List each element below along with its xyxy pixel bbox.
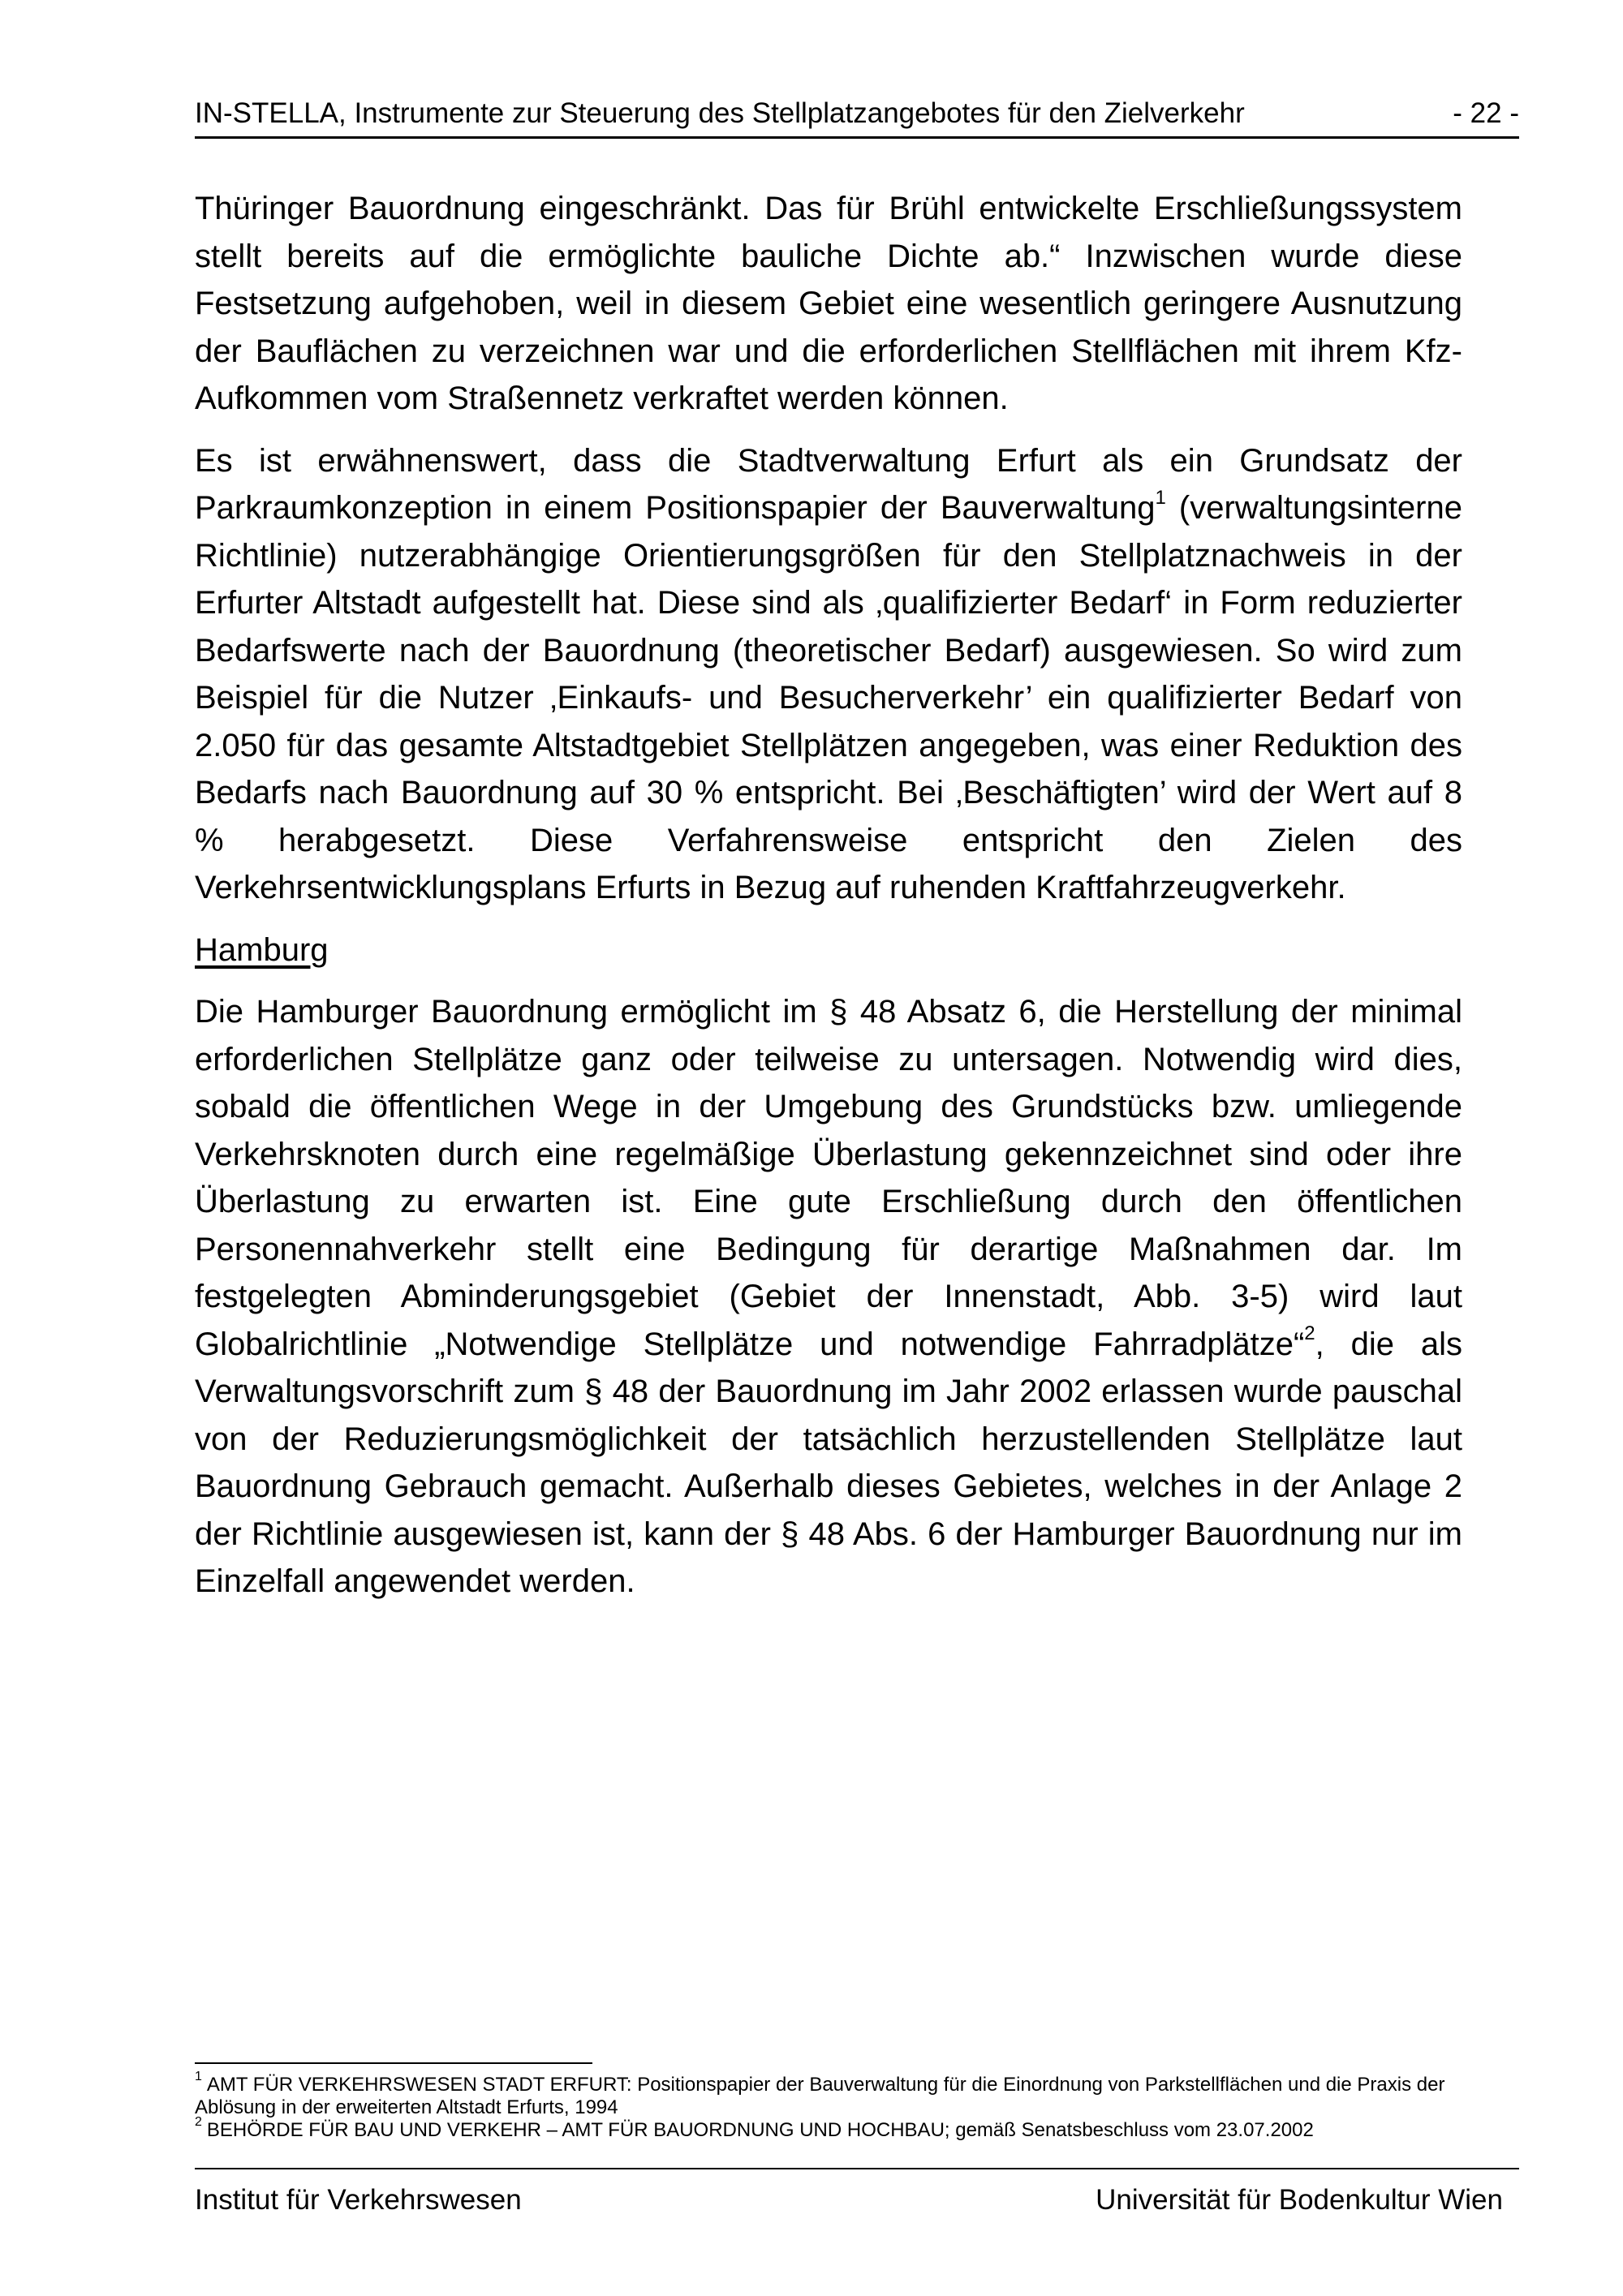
footnote bbox=[195, 2115, 1526, 2142]
footnote-number: 1 bbox=[195, 2070, 202, 2083]
section-heading: Hamburg bbox=[195, 931, 329, 968]
footnote-divider bbox=[195, 2062, 592, 2064]
footer-university: Universität für Bodenkultur Wien bbox=[1096, 2184, 1503, 2216]
paragraph-text: , die als Verwaltungsvorschrift zum § 48 der Bauordnung im Jahr 2002 erlassen wurde pauschal von der Reduzierungsmöglichkeit der tatsächlich herzustellenden Stellplätze laut Bauordnung Gebrauch gemacht. Außerhalb dieses Gebietes, welches in der Anlage 2 der Richtlinie ausgewiesen ist, kann der § 48 Abs. 6 der Hamburger Bauordnung nur im Einzelfall angewendet werden. bbox=[195, 1326, 1463, 1599]
page-header bbox=[195, 91, 1519, 139]
paragraph bbox=[195, 185, 1462, 423]
footnotes bbox=[195, 2070, 1526, 2142]
paragraph-text: (verwaltungsinterne Richtlinie) nutzerabhängige Orientierungsgrößen für den Stellplatznachweis in der Erfurter Altstadt aufgestellt hat. Diese sind als ‚qualifizierter Bedarf‘ in Form reduzierter Bedarfswerte nach der Bauordnung (theoretischer Bedarf) ausgewiesen. So wird zum Beispiel für die Nutzer ‚Einkaufs- und Besucherverkehr’ ein qualifizierter Bedarf von 2.050 für das gesamte Altstadtgebiet Stellplätzen angegeben, was einer Reduktion des Bedarfs nach Bauordnung auf 30 % entspricht. Bei ‚Beschäftigten’ wird der Wert auf 8 % herabgesetzt. Diese Verfahrensweise entspricht den Zielen des Verkehrsentwicklungsplans Erfurts in Bezug auf ruhenden Kraftfahrzeugverkehr. bbox=[195, 490, 1462, 905]
paragraph-text: Es ist erwähnenswert, dass die Stadtverwaltung Erfurt als ein Grundsatz der Parkraumkonzeption in einem Positionspapier der Bauverwaltung bbox=[195, 442, 1462, 526]
paragraph bbox=[195, 437, 1462, 912]
paragraph-text: Die Hamburger Bauordnung ermöglicht im § 48 Absatz 6, die Herstellung der minimal erforderlichen Stellplätze ganz oder teilweise zu untersagen. Notwendig wird dies, sobald die öffentlichen Wege in der Umgebung des Grundstücks bzw. umliegende Verkehrsknoten durch eine regelmäßige Überlastung gekennzeichnet sind oder ihre Überlastung zu erwarten ist. Eine gute Erschließung durch den öffentlichen Personennahverkehr stellt eine Bedingung für derartige Maßnahmen dar. Im festgelegten Abminderungsgebiet (Gebiet der Innenstadt, Abb. 3-5) wird laut Globalrichtlinie „Notwendige Stellplätze und notwendige Fahrradplätze“ bbox=[195, 994, 1462, 1362]
footnote-reference[interactable]: 2 bbox=[1304, 1322, 1315, 1345]
page-footer bbox=[195, 2168, 1519, 2218]
page-number: - 22 - bbox=[1453, 97, 1519, 129]
footnote-reference[interactable]: 1 bbox=[1155, 486, 1166, 509]
paragraph bbox=[195, 988, 1462, 1606]
header-title: IN-STELLA, Instrumente zur Steuerung des Stellplatzangebotes für den Zielverkehr bbox=[195, 97, 1245, 129]
footnote-number: 2 bbox=[195, 2115, 202, 2129]
footnote-text: AMT FÜR VERKEHRSWESEN STADT ERFURT: Positionspapier der Bauverwaltung für die Einordnung von Parkstellflächen und die Praxis der Ablösung in der erweiterten Altstadt Erfurts, 1994 bbox=[195, 2074, 1445, 2118]
footnote-text: BEHÖRDE FÜR BAU UND VERKEHR – AMT FÜR BAUORDNUNG UND HOCHBAU; gemäß Senatsbeschluss vom 23.07.2002 bbox=[206, 2119, 1314, 2141]
body-text bbox=[195, 185, 1462, 1620]
footnote bbox=[195, 2070, 1526, 2119]
footer-institute: Institut für Verkehrswesen bbox=[195, 2184, 522, 2216]
paragraph-text: Thüringer Bauordnung eingeschränkt. Das für Brühl entwickelte Erschließungssystem stellt bereits auf die ermöglichte bauliche Dichte ab.“ Inzwischen wurde diese Festsetzung aufgehoben, weil in diesem Gebiet eine wesentlich geringere Ausnutzung der Bauflächen zu verzeichnen war und die erforderlichen Stellflächen mit ihrem Kfz-Aufkommen vom Straßennetz verkraftet werden können. bbox=[195, 191, 1462, 416]
